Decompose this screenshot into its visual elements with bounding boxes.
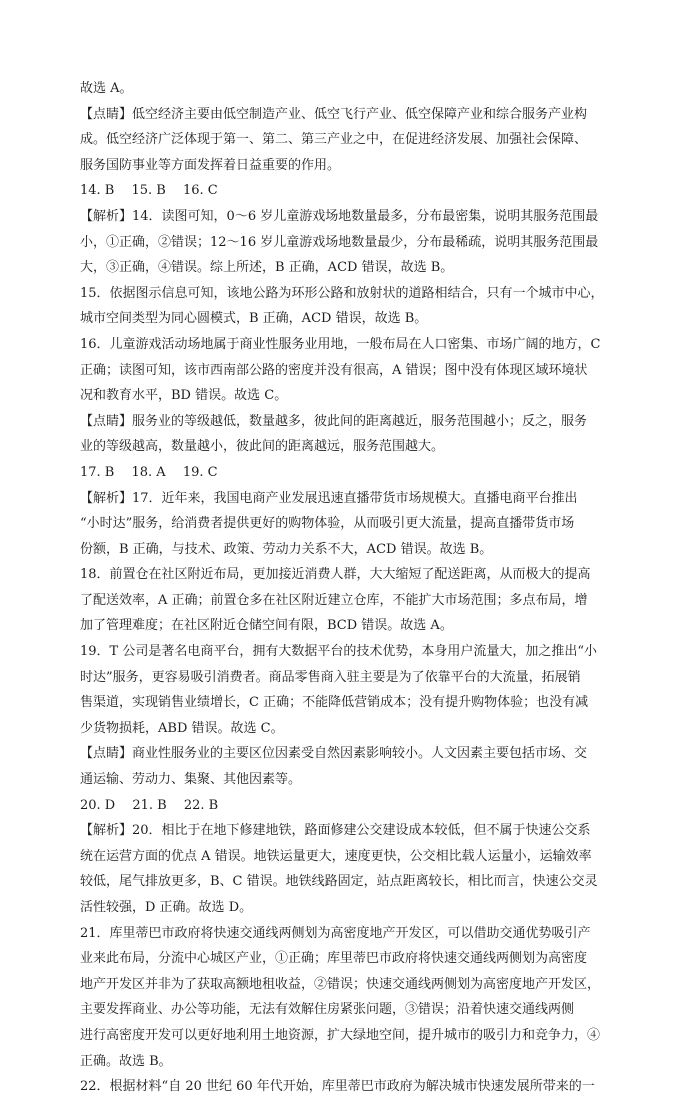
text-line: 业的等级越高，数量越小，彼此间的距离越远，服务范围越大。 (80, 439, 445, 455)
text-line: 【解析】17．近年来，我国电商产业发展迅速直播带货市场规模大。直播电商平台推出 (80, 490, 578, 506)
text-line: 通运输、劳动力、集聚、其他因素等。 (80, 772, 302, 788)
text-line: 18．前置仓在社区附近布局，更加接近消费人群，大大缩短了配送距离，从而极大的提高 (80, 567, 591, 583)
text-line: 14. B 15. B 16. C (80, 183, 218, 199)
text-line: 19．T 公司是著名电商平台，拥有大数据平台的技术优势，本身用户流量大，加之推出“小 (80, 644, 597, 660)
text-line: 大，③正确，④错误。综上所述，B 正确，ACD 错误，故选 B。 (80, 260, 454, 276)
text-line: 地产开发区并非为了获取高额地租收益，②错误；快速交通线两侧划为高密度地产开发区， (80, 976, 601, 992)
text-line: 城市空间类型为同心圆模式，B 正确，ACD 错误，故选 B。 (80, 311, 428, 327)
text-line: 17. B 18. A 19. C (80, 464, 218, 480)
text-line: 【解析】14．读图可知，0～6 岁儿童游戏场地数量最多，分布最密集，说明其服务范围最 (80, 208, 599, 224)
text-line: 【点睛】服务业的等级越低，数量越多，彼此间的距离越近，服务范围越小；反之，服务 (80, 413, 588, 429)
text-line: 进行高密度开发可以更好地利用土地资源，扩大绿地空间，提升城市的吸引力和竞争力，④ (80, 1027, 601, 1043)
text-line: 况和教育水平，BD 错误。故选 C。 (80, 388, 288, 404)
text-line: 正确。故选 B。 (80, 1053, 172, 1069)
text-line: 22．根据材料“自 20 世纪 60 年代开始，库里蒂巴市政府为解决城市快速发展所带来的一 (80, 1079, 595, 1095)
text-line: 主要发挥商业、办公等功能，无法有效解住房紧张问题，③错误；沿着快速交通线两侧 (80, 1002, 575, 1018)
text-line: 较低，尾气排放更多，B、C 错误。地铁线路固定，站点距离较长，相比而言，快速公交灵 (80, 874, 598, 890)
text-line: 业来此布局，分流中心城区产业，①正确；库里蒂巴市政府将快速交通线两侧划为高密度 (80, 951, 588, 967)
text-line: 时达”服务，更容易吸引消费者。商品零售商入驻主要是为了依靠平台的大流量，拓展销 (80, 669, 581, 685)
text-line: 故选 A。 (80, 81, 133, 96)
text-line: 20. D 21. B 22. B (80, 797, 219, 813)
text-line: 少货物损耗，ABD 错误。故选 C。 (80, 720, 284, 736)
text-line: “小时达”服务，给消费者提供更好的购物体验，从而吸引更大流量，提高直播带货市场 (80, 516, 575, 532)
text-line: 21．库里蒂巴市政府将快速交通线两侧划为高密度地产开发区，可以借助交通优势吸引产 (80, 925, 591, 941)
text-line: 15．依据图示信息可知，该地公路为环形公路和放射状的道路相结合，只有一个城市中心， (80, 285, 604, 301)
text-line: 16．儿童游戏活动场地属于商业性服务业用地，一般布局在人口密集、市场广阔的地方，C (80, 336, 601, 352)
text-line: 正确；读图可知，该市西南部公路的密度并没有很高，A 错误；图中没有体现区域环境状 (80, 362, 588, 378)
text-line: 成。低空经济广泛体现于第一、第二、第三产业之中，在促进经济发展、加强社会保障、 (80, 132, 588, 148)
text-line: 统在运营方面的优点 A 错误。地铁运量更大，速度更快，公交相比载人运量小，运输效率 (80, 848, 592, 864)
text-line: 小，①正确，②错误；12～16 岁儿童游戏场地数量最少，分布最稀疏，说明其服务范围最 (80, 234, 599, 250)
text-line: 份额，B 正确，与技术、政策、劳动力关系不大，ACD 错误。故选 B。 (80, 541, 493, 557)
text-line: 【点睛】低空经济主要由低空制造产业、低空飞行产业、低空保障产业和综合服务产业构 (80, 106, 588, 122)
text-line: 了配送效率，A 正确；前置仓多在社区附近建立仓库，不能扩大市场范围；多点布局，增 (80, 592, 588, 608)
text-line: 【点睛】商业性服务业的主要区位因素受自然因素影响较小。人文因素主要包括市场、交 (80, 746, 588, 762)
text-line: 活性较强，D 正确。故选 D。 (80, 900, 253, 915)
text-line: 【解析】20．相比于在地下修建地铁，路面修建公交建设成本较低，但不属于快速公交系 (80, 823, 591, 839)
text-line: 售渠道，实现销售业绩增长，C 正确；不能降低营销成本；没有提升购物体验；也没有减 (80, 695, 589, 711)
text-line: 服务国防事业等方面发挥着日益重要的作用。 (80, 157, 341, 173)
text-line: 加了管理难度；在社区附近仓储空间有限，BCD 错误。故选 A。 (80, 618, 453, 634)
